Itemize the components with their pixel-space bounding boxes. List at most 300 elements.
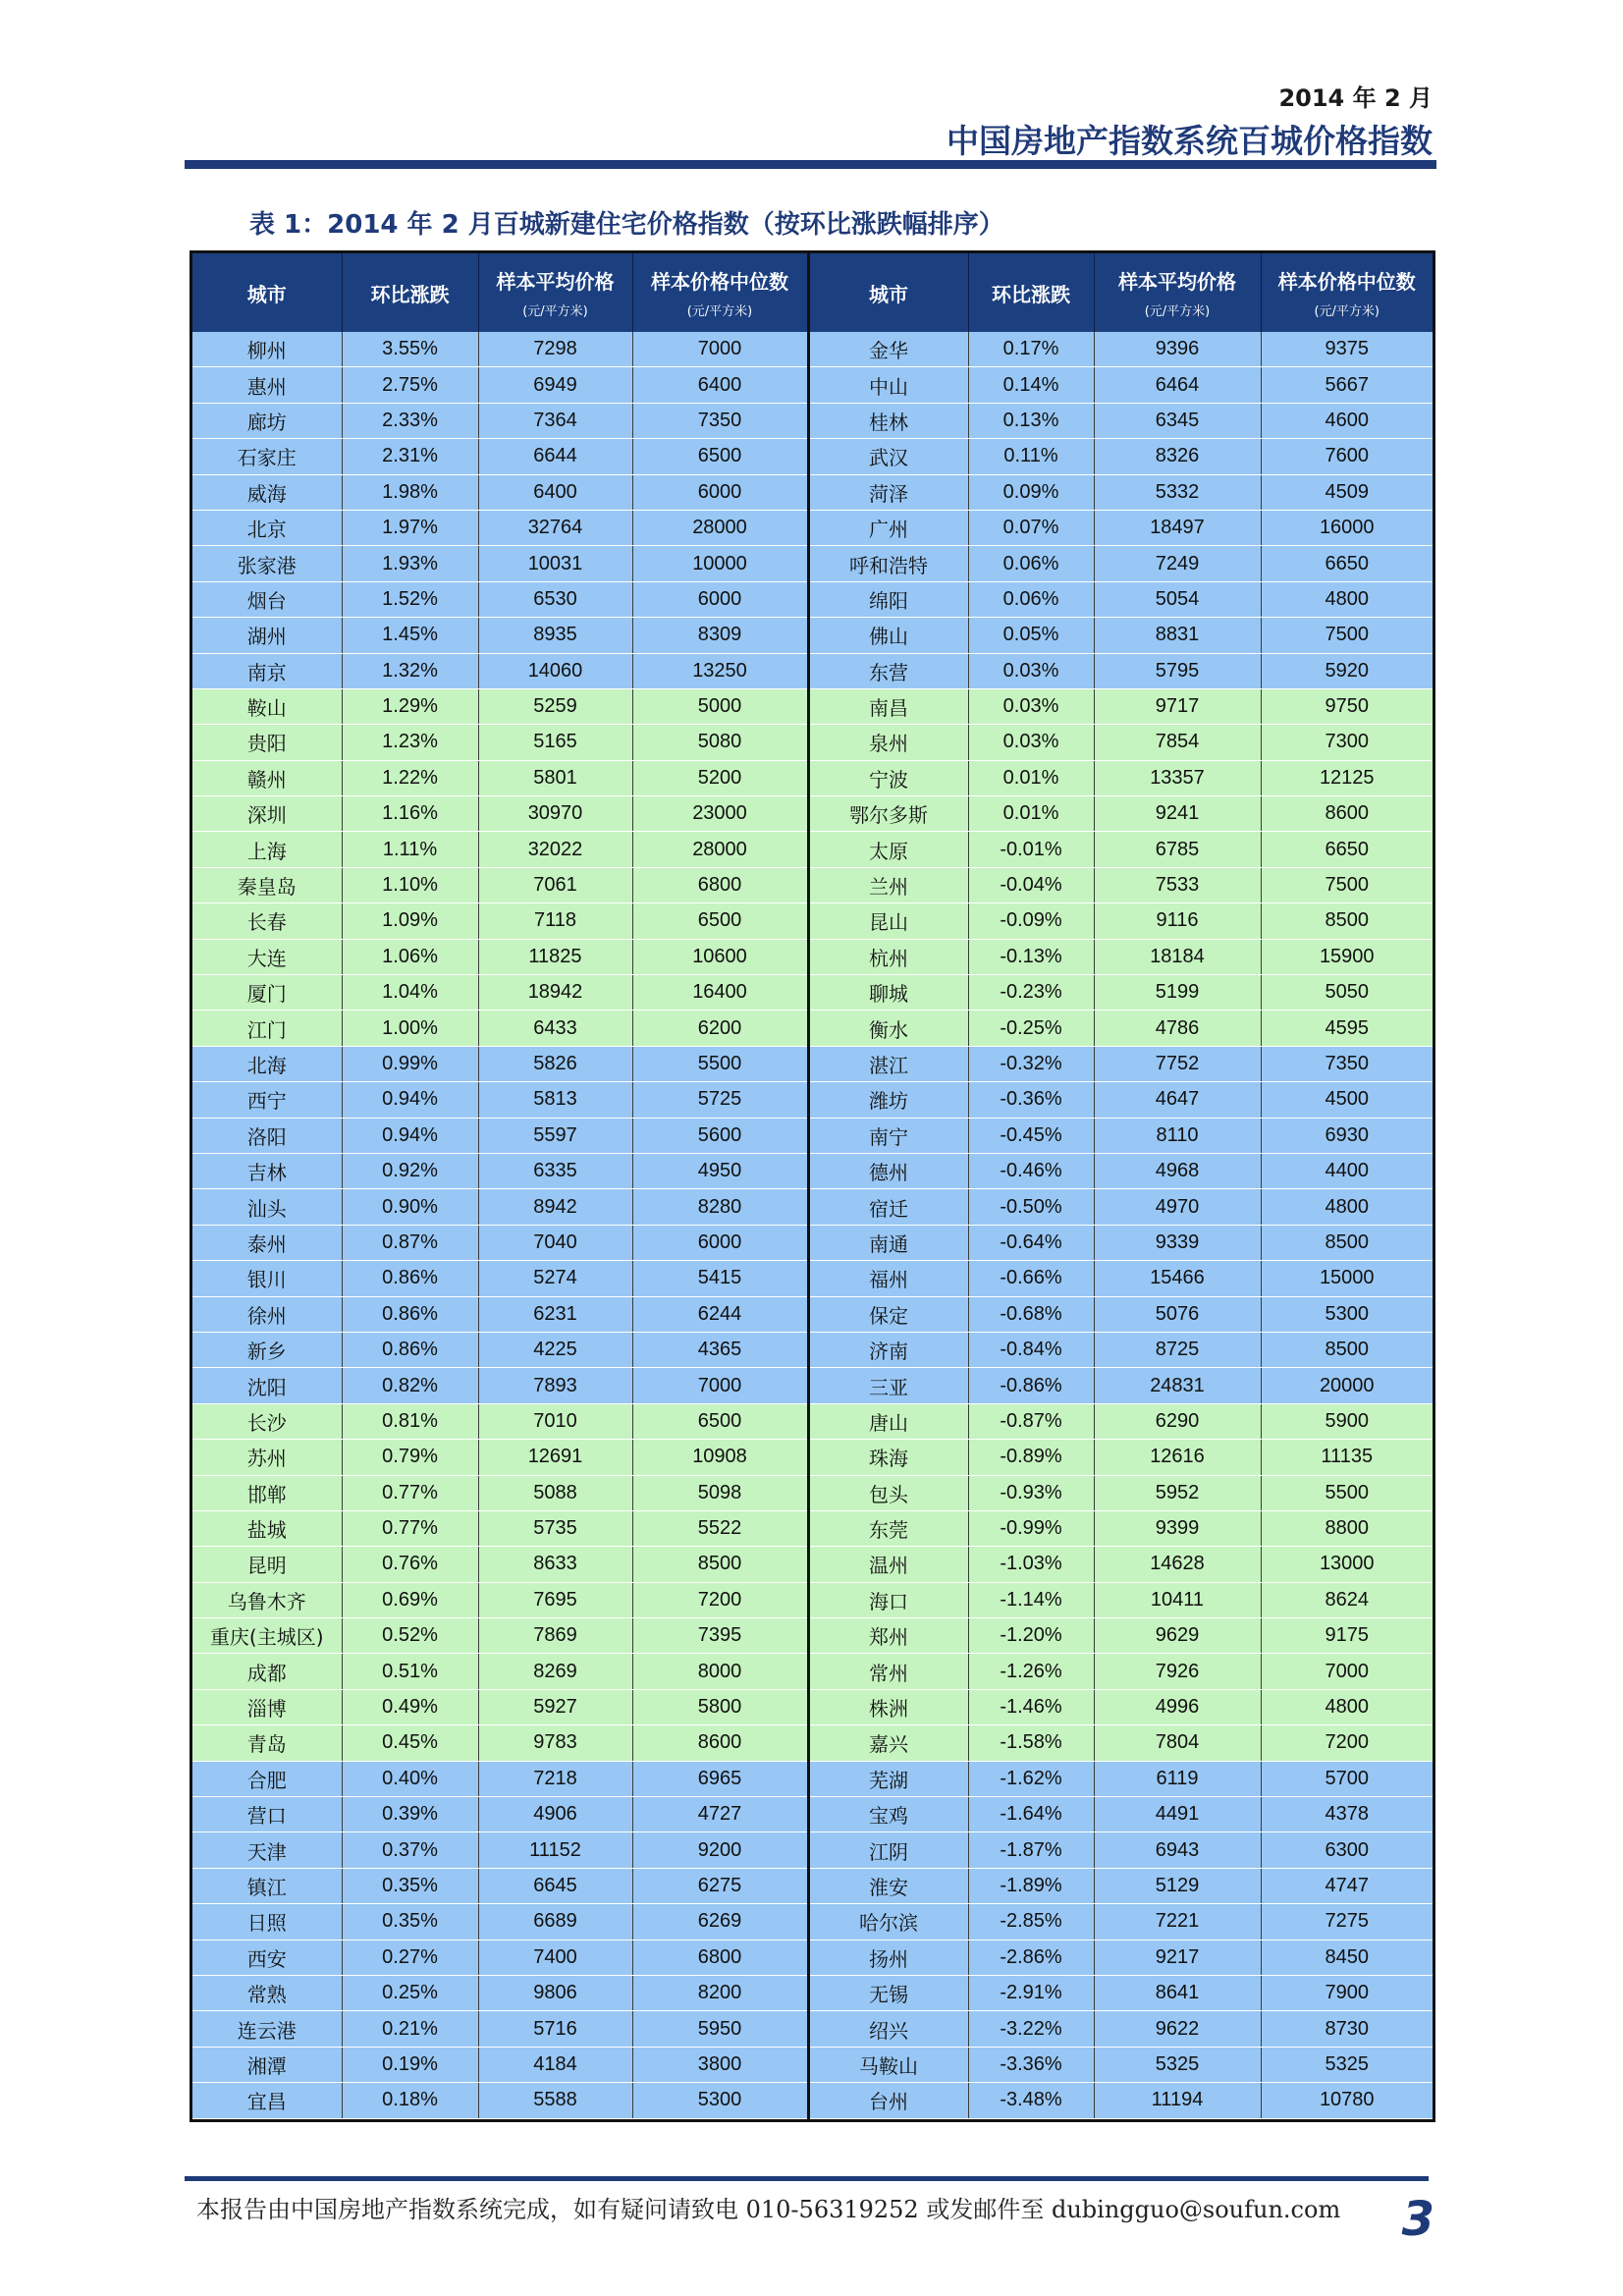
right-median-price-cell: 4595 bbox=[1261, 1011, 1433, 1046]
left-city-cell: 沈阳 bbox=[192, 1368, 342, 1403]
right-city-cell: 兰州 bbox=[808, 867, 968, 902]
table-row bbox=[192, 1475, 1433, 1510]
table-row bbox=[192, 1189, 1433, 1225]
right-city-cell: 东莞 bbox=[808, 1510, 968, 1546]
right-city-cell: 泉州 bbox=[808, 725, 968, 760]
table-row bbox=[192, 367, 1433, 403]
left-median-price-cell: 7000 bbox=[632, 332, 808, 367]
left-avg-price-cell: 6530 bbox=[478, 581, 632, 617]
right-city-cell: 武汉 bbox=[808, 439, 968, 474]
left-avg-price-cell: 4225 bbox=[478, 1332, 632, 1367]
table-header-row bbox=[192, 253, 1433, 332]
left-avg-price-cell: 6689 bbox=[478, 1904, 632, 1940]
left-avg-price-cell: 6645 bbox=[478, 1868, 632, 1903]
right-city-cell: 桂林 bbox=[808, 403, 968, 438]
left-avg-price-cell: 5801 bbox=[478, 760, 632, 795]
left-city-cell: 昆明 bbox=[192, 1547, 342, 1582]
right-city-cell: 济南 bbox=[808, 1332, 968, 1367]
right-city-cell: 德州 bbox=[808, 1153, 968, 1188]
right-city-cell: 金华 bbox=[808, 332, 968, 367]
left-avg-price-cell: 5165 bbox=[478, 725, 632, 760]
right-avg-price-cell: 9116 bbox=[1094, 903, 1261, 939]
left-avg-price-cell: 7364 bbox=[478, 403, 632, 438]
left-city-cell: 重庆(主城区) bbox=[192, 1618, 342, 1654]
left-city-cell: 长沙 bbox=[192, 1403, 342, 1439]
left-median-price-cell: 6000 bbox=[632, 581, 808, 617]
right-city-cell: 菏泽 bbox=[808, 474, 968, 510]
right-city-cell: 常州 bbox=[808, 1654, 968, 1689]
right-median-price-cell: 4378 bbox=[1261, 1797, 1433, 1832]
header-median-price: 样本价格中位数 (元/平方米) bbox=[632, 253, 808, 332]
left-city-cell: 泰州 bbox=[192, 1225, 342, 1260]
left-change-cell: 1.16% bbox=[342, 796, 478, 832]
left-avg-price-cell: 6433 bbox=[478, 1011, 632, 1046]
right-city-cell: 芜湖 bbox=[808, 1761, 968, 1796]
right-change-cell: -1.62% bbox=[968, 1761, 1094, 1796]
right-change-cell: 0.03% bbox=[968, 725, 1094, 760]
right-median-price-cell: 7900 bbox=[1261, 1975, 1433, 2010]
left-city-cell: 盐城 bbox=[192, 1510, 342, 1546]
left-median-price-cell: 5800 bbox=[632, 1689, 808, 1724]
right-median-price-cell: 7200 bbox=[1261, 1725, 1433, 1761]
left-median-price-cell: 3800 bbox=[632, 2047, 808, 2082]
right-median-price-cell: 8800 bbox=[1261, 1510, 1433, 1546]
right-median-price-cell: 4509 bbox=[1261, 474, 1433, 510]
table-row bbox=[192, 1797, 1433, 1832]
left-median-price-cell: 4950 bbox=[632, 1153, 808, 1188]
right-city-cell: 中山 bbox=[808, 367, 968, 403]
left-median-price-cell: 7000 bbox=[632, 1368, 808, 1403]
table-row bbox=[192, 1940, 1433, 1975]
right-change-cell: -0.64% bbox=[968, 1225, 1094, 1260]
left-city-cell: 连云港 bbox=[192, 2011, 342, 2047]
table-row bbox=[192, 1118, 1433, 1153]
left-change-cell: 0.87% bbox=[342, 1225, 478, 1260]
left-change-cell: 0.99% bbox=[342, 1046, 478, 1081]
right-city-cell: 淮安 bbox=[808, 1868, 968, 1903]
right-change-cell: 0.11% bbox=[968, 439, 1094, 474]
table-row bbox=[192, 1510, 1433, 1546]
left-avg-price-cell: 11152 bbox=[478, 1832, 632, 1868]
left-median-price-cell: 5000 bbox=[632, 688, 808, 724]
table-title: 表 1：2014 年 2 月百城新建住宅价格指数（按环比涨跌幅排序） bbox=[249, 210, 1004, 240]
left-city-cell: 南京 bbox=[192, 653, 342, 688]
right-change-cell: -1.64% bbox=[968, 1797, 1094, 1832]
right-avg-price-cell: 10411 bbox=[1094, 1582, 1261, 1617]
right-change-cell: 0.05% bbox=[968, 618, 1094, 653]
left-median-price-cell: 8000 bbox=[632, 1654, 808, 1689]
right-city-cell: 株洲 bbox=[808, 1689, 968, 1724]
right-city-cell: 南宁 bbox=[808, 1118, 968, 1153]
table-row bbox=[192, 1440, 1433, 1475]
right-change-cell: -0.23% bbox=[968, 975, 1094, 1011]
left-median-price-cell: 7200 bbox=[632, 1582, 808, 1617]
left-avg-price-cell: 5826 bbox=[478, 1046, 632, 1081]
right-city-cell: 扬州 bbox=[808, 1940, 968, 1975]
left-change-cell: 0.27% bbox=[342, 1940, 478, 1975]
left-median-price-cell: 8200 bbox=[632, 1975, 808, 2010]
right-avg-price-cell: 6290 bbox=[1094, 1403, 1261, 1439]
left-avg-price-cell: 9783 bbox=[478, 1725, 632, 1761]
right-change-cell: 0.03% bbox=[968, 653, 1094, 688]
left-change-cell: 1.09% bbox=[342, 903, 478, 939]
left-city-cell: 苏州 bbox=[192, 1440, 342, 1475]
header-change: 环比涨跌 bbox=[342, 253, 478, 332]
right-city-cell: 温州 bbox=[808, 1547, 968, 1582]
right-city-cell: 马鞍山 bbox=[808, 2047, 968, 2082]
right-city-cell: 宁波 bbox=[808, 760, 968, 795]
right-change-cell: -3.48% bbox=[968, 2083, 1094, 2118]
right-change-cell: -1.89% bbox=[968, 1868, 1094, 1903]
right-median-price-cell: 8450 bbox=[1261, 1940, 1433, 1975]
left-change-cell: 3.55% bbox=[342, 332, 478, 367]
left-city-cell: 吉林 bbox=[192, 1153, 342, 1188]
left-avg-price-cell: 8633 bbox=[478, 1547, 632, 1582]
left-median-price-cell: 5500 bbox=[632, 1046, 808, 1081]
table-row bbox=[192, 546, 1433, 581]
left-median-price-cell: 5098 bbox=[632, 1475, 808, 1510]
right-median-price-cell: 15000 bbox=[1261, 1261, 1433, 1296]
right-avg-price-cell: 6943 bbox=[1094, 1832, 1261, 1868]
right-avg-price-cell: 8326 bbox=[1094, 439, 1261, 474]
left-change-cell: 1.45% bbox=[342, 618, 478, 653]
left-median-price-cell: 7350 bbox=[632, 403, 808, 438]
right-median-price-cell: 16000 bbox=[1261, 510, 1433, 545]
left-city-cell: 成都 bbox=[192, 1654, 342, 1689]
right-median-price-cell: 6650 bbox=[1261, 546, 1433, 581]
left-avg-price-cell: 5716 bbox=[478, 2011, 632, 2047]
table-row bbox=[192, 867, 1433, 902]
right-change-cell: -0.68% bbox=[968, 1296, 1094, 1332]
header-median-price: 样本价格中位数 (元/平方米) bbox=[1261, 253, 1433, 332]
header-city: 城市 bbox=[808, 253, 968, 332]
right-change-cell: -2.91% bbox=[968, 1975, 1094, 2010]
right-median-price-cell: 8500 bbox=[1261, 903, 1433, 939]
right-avg-price-cell: 9399 bbox=[1094, 1510, 1261, 1546]
left-avg-price-cell: 11825 bbox=[478, 939, 632, 974]
left-median-price-cell: 6200 bbox=[632, 1011, 808, 1046]
left-median-price-cell: 5725 bbox=[632, 1082, 808, 1118]
left-change-cell: 1.93% bbox=[342, 546, 478, 581]
table-row bbox=[192, 474, 1433, 510]
table-row bbox=[192, 1153, 1433, 1188]
left-avg-price-cell: 7061 bbox=[478, 867, 632, 902]
left-change-cell: 1.00% bbox=[342, 1011, 478, 1046]
right-city-cell: 台州 bbox=[808, 2083, 968, 2118]
left-avg-price-cell: 5274 bbox=[478, 1261, 632, 1296]
left-change-cell: 1.10% bbox=[342, 867, 478, 902]
right-median-price-cell: 9375 bbox=[1261, 332, 1433, 367]
right-change-cell: -0.66% bbox=[968, 1261, 1094, 1296]
right-avg-price-cell: 8641 bbox=[1094, 1975, 1261, 2010]
right-median-price-cell: 8730 bbox=[1261, 2011, 1433, 2047]
left-median-price-cell: 6500 bbox=[632, 1403, 808, 1439]
left-change-cell: 1.22% bbox=[342, 760, 478, 795]
left-avg-price-cell: 7010 bbox=[478, 1403, 632, 1439]
left-change-cell: 0.69% bbox=[342, 1582, 478, 1617]
right-avg-price-cell: 11194 bbox=[1094, 2083, 1261, 2118]
left-avg-price-cell: 14060 bbox=[478, 653, 632, 688]
right-avg-price-cell: 14628 bbox=[1094, 1547, 1261, 1582]
table-row bbox=[192, 1547, 1433, 1582]
right-median-price-cell: 9750 bbox=[1261, 688, 1433, 724]
right-change-cell: 0.14% bbox=[968, 367, 1094, 403]
right-change-cell: -1.20% bbox=[968, 1618, 1094, 1654]
table-row bbox=[192, 796, 1433, 832]
right-avg-price-cell: 6345 bbox=[1094, 403, 1261, 438]
right-change-cell: -1.58% bbox=[968, 1725, 1094, 1761]
right-avg-price-cell: 4786 bbox=[1094, 1011, 1261, 1046]
left-city-cell: 厦门 bbox=[192, 975, 342, 1011]
left-change-cell: 0.21% bbox=[342, 2011, 478, 2047]
right-median-price-cell: 6930 bbox=[1261, 1118, 1433, 1153]
left-change-cell: 1.97% bbox=[342, 510, 478, 545]
table-row bbox=[192, 510, 1433, 545]
left-change-cell: 0.35% bbox=[342, 1904, 478, 1940]
left-median-price-cell: 9200 bbox=[632, 1832, 808, 1868]
table-row bbox=[192, 1904, 1433, 1940]
right-avg-price-cell: 9396 bbox=[1094, 332, 1261, 367]
left-median-price-cell: 28000 bbox=[632, 510, 808, 545]
left-change-cell: 1.29% bbox=[342, 688, 478, 724]
left-median-price-cell: 5950 bbox=[632, 2011, 808, 2047]
right-avg-price-cell: 6785 bbox=[1094, 832, 1261, 867]
right-avg-price-cell: 5076 bbox=[1094, 1296, 1261, 1332]
right-city-cell: 江阴 bbox=[808, 1832, 968, 1868]
left-city-cell: 合肥 bbox=[192, 1761, 342, 1796]
left-change-cell: 0.52% bbox=[342, 1618, 478, 1654]
left-median-price-cell: 6965 bbox=[632, 1761, 808, 1796]
right-avg-price-cell: 4968 bbox=[1094, 1153, 1261, 1188]
left-change-cell: 0.90% bbox=[342, 1189, 478, 1225]
right-change-cell: -2.85% bbox=[968, 1904, 1094, 1940]
left-median-price-cell: 6269 bbox=[632, 1904, 808, 1940]
left-median-price-cell: 10600 bbox=[632, 939, 808, 974]
left-median-price-cell: 4365 bbox=[632, 1332, 808, 1367]
right-median-price-cell: 15900 bbox=[1261, 939, 1433, 974]
left-city-cell: 威海 bbox=[192, 474, 342, 510]
left-city-cell: 北京 bbox=[192, 510, 342, 545]
right-city-cell: 广州 bbox=[808, 510, 968, 545]
left-city-cell: 常熟 bbox=[192, 1975, 342, 2010]
left-avg-price-cell: 32022 bbox=[478, 832, 632, 867]
right-median-price-cell: 5700 bbox=[1261, 1761, 1433, 1796]
left-change-cell: 0.86% bbox=[342, 1261, 478, 1296]
left-change-cell: 0.49% bbox=[342, 1689, 478, 1724]
right-city-cell: 东营 bbox=[808, 653, 968, 688]
left-city-cell: 秦皇岛 bbox=[192, 867, 342, 902]
right-avg-price-cell: 8831 bbox=[1094, 618, 1261, 653]
left-change-cell: 1.32% bbox=[342, 653, 478, 688]
left-change-cell: 0.86% bbox=[342, 1332, 478, 1367]
right-median-price-cell: 4800 bbox=[1261, 581, 1433, 617]
right-change-cell: -0.99% bbox=[968, 1510, 1094, 1546]
left-city-cell: 湖州 bbox=[192, 618, 342, 653]
right-avg-price-cell: 7249 bbox=[1094, 546, 1261, 581]
right-city-cell: 保定 bbox=[808, 1296, 968, 1332]
header-avg-price: 样本平均价格 (元/平方米) bbox=[1094, 253, 1261, 332]
table-row bbox=[192, 688, 1433, 724]
right-city-cell: 聊城 bbox=[808, 975, 968, 1011]
right-change-cell: -1.87% bbox=[968, 1832, 1094, 1868]
right-median-price-cell: 7350 bbox=[1261, 1046, 1433, 1081]
left-median-price-cell: 6244 bbox=[632, 1296, 808, 1332]
right-city-cell: 唐山 bbox=[808, 1403, 968, 1439]
right-avg-price-cell: 24831 bbox=[1094, 1368, 1261, 1403]
left-city-cell: 湘潭 bbox=[192, 2047, 342, 2082]
left-change-cell: 0.18% bbox=[342, 2083, 478, 2118]
table-row bbox=[192, 618, 1433, 653]
left-city-cell: 邯郸 bbox=[192, 1475, 342, 1510]
table-row bbox=[192, 1082, 1433, 1118]
right-change-cell: 0.07% bbox=[968, 510, 1094, 545]
left-change-cell: 1.98% bbox=[342, 474, 478, 510]
right-median-price-cell: 5920 bbox=[1261, 653, 1433, 688]
right-median-price-cell: 5667 bbox=[1261, 367, 1433, 403]
left-change-cell: 0.40% bbox=[342, 1761, 478, 1796]
left-median-price-cell: 6400 bbox=[632, 367, 808, 403]
table-row bbox=[192, 1725, 1433, 1761]
left-change-cell: 0.77% bbox=[342, 1510, 478, 1546]
left-change-cell: 0.77% bbox=[342, 1475, 478, 1510]
left-avg-price-cell: 7695 bbox=[478, 1582, 632, 1617]
left-avg-price-cell: 8269 bbox=[478, 1654, 632, 1689]
right-city-cell: 佛山 bbox=[808, 618, 968, 653]
left-avg-price-cell: 5588 bbox=[478, 2083, 632, 2118]
left-median-price-cell: 6000 bbox=[632, 474, 808, 510]
table-row bbox=[192, 832, 1433, 867]
left-city-cell: 镇江 bbox=[192, 1868, 342, 1903]
right-avg-price-cell: 5199 bbox=[1094, 975, 1261, 1011]
right-avg-price-cell: 4491 bbox=[1094, 1797, 1261, 1832]
left-city-cell: 乌鲁木齐 bbox=[192, 1582, 342, 1617]
left-median-price-cell: 10000 bbox=[632, 546, 808, 581]
right-median-price-cell: 10780 bbox=[1261, 2083, 1433, 2118]
right-change-cell: -1.26% bbox=[968, 1654, 1094, 1689]
header-city: 城市 bbox=[192, 253, 342, 332]
left-change-cell: 2.75% bbox=[342, 367, 478, 403]
left-median-price-cell: 28000 bbox=[632, 832, 808, 867]
right-city-cell: 绵阳 bbox=[808, 581, 968, 617]
right-city-cell: 包头 bbox=[808, 1475, 968, 1510]
table-row bbox=[192, 1618, 1433, 1654]
right-avg-price-cell: 12616 bbox=[1094, 1440, 1261, 1475]
right-change-cell: -0.86% bbox=[968, 1368, 1094, 1403]
left-change-cell: 0.37% bbox=[342, 1832, 478, 1868]
right-avg-price-cell: 9629 bbox=[1094, 1618, 1261, 1654]
left-avg-price-cell: 30970 bbox=[478, 796, 632, 832]
right-change-cell: -0.93% bbox=[968, 1475, 1094, 1510]
right-avg-price-cell: 9217 bbox=[1094, 1940, 1261, 1975]
left-city-cell: 青岛 bbox=[192, 1725, 342, 1761]
right-change-cell: -2.86% bbox=[968, 1940, 1094, 1975]
right-median-price-cell: 13000 bbox=[1261, 1547, 1433, 1582]
table-row bbox=[192, 975, 1433, 1011]
table-row bbox=[192, 1368, 1433, 1403]
table-row bbox=[192, 1761, 1433, 1796]
table-row bbox=[192, 1261, 1433, 1296]
table-row bbox=[192, 403, 1433, 438]
right-city-cell: 宿迁 bbox=[808, 1189, 968, 1225]
left-median-price-cell: 6500 bbox=[632, 439, 808, 474]
right-avg-price-cell: 9339 bbox=[1094, 1225, 1261, 1260]
right-avg-price-cell: 9622 bbox=[1094, 2011, 1261, 2047]
report-date: 2014 年 2 月 bbox=[1278, 84, 1433, 112]
table-row bbox=[192, 760, 1433, 795]
table-row bbox=[192, 653, 1433, 688]
table-row bbox=[192, 1296, 1433, 1332]
left-change-cell: 0.79% bbox=[342, 1440, 478, 1475]
left-avg-price-cell: 9806 bbox=[478, 1975, 632, 2010]
left-median-price-cell: 5600 bbox=[632, 1118, 808, 1153]
right-change-cell: -0.04% bbox=[968, 867, 1094, 902]
right-avg-price-cell: 6119 bbox=[1094, 1761, 1261, 1796]
left-change-cell: 0.81% bbox=[342, 1403, 478, 1439]
right-median-price-cell: 4400 bbox=[1261, 1153, 1433, 1188]
left-city-cell: 银川 bbox=[192, 1261, 342, 1296]
left-change-cell: 0.82% bbox=[342, 1368, 478, 1403]
right-city-cell: 宝鸡 bbox=[808, 1797, 968, 1832]
right-avg-price-cell: 18497 bbox=[1094, 510, 1261, 545]
left-city-cell: 石家庄 bbox=[192, 439, 342, 474]
table-row bbox=[192, 1332, 1433, 1367]
footer-contact: 本报告由中国房地产指数系统完成，如有疑问请致电 010-56319252 或发邮件至 dubingguo@soufun.com bbox=[196, 2196, 1341, 2223]
left-avg-price-cell: 6644 bbox=[478, 439, 632, 474]
table-row bbox=[192, 1403, 1433, 1439]
left-change-cell: 0.35% bbox=[342, 1868, 478, 1903]
left-median-price-cell: 8500 bbox=[632, 1547, 808, 1582]
left-avg-price-cell: 7400 bbox=[478, 1940, 632, 1975]
right-avg-price-cell: 7804 bbox=[1094, 1725, 1261, 1761]
left-change-cell: 0.25% bbox=[342, 1975, 478, 2010]
left-city-cell: 惠州 bbox=[192, 367, 342, 403]
right-avg-price-cell: 5952 bbox=[1094, 1475, 1261, 1510]
left-avg-price-cell: 7040 bbox=[478, 1225, 632, 1260]
right-median-price-cell: 8600 bbox=[1261, 796, 1433, 832]
left-city-cell: 深圳 bbox=[192, 796, 342, 832]
table-row bbox=[192, 939, 1433, 974]
left-avg-price-cell: 6949 bbox=[478, 367, 632, 403]
right-median-price-cell: 6300 bbox=[1261, 1832, 1433, 1868]
left-avg-price-cell: 10031 bbox=[478, 546, 632, 581]
right-median-price-cell: 5050 bbox=[1261, 975, 1433, 1011]
right-median-price-cell: 5500 bbox=[1261, 1475, 1433, 1510]
right-city-cell: 福州 bbox=[808, 1261, 968, 1296]
right-median-price-cell: 5900 bbox=[1261, 1403, 1433, 1439]
right-city-cell: 昆山 bbox=[808, 903, 968, 939]
right-change-cell: -0.50% bbox=[968, 1189, 1094, 1225]
left-city-cell: 徐州 bbox=[192, 1296, 342, 1332]
left-median-price-cell: 13250 bbox=[632, 653, 808, 688]
right-median-price-cell: 4800 bbox=[1261, 1689, 1433, 1724]
left-median-price-cell: 4727 bbox=[632, 1797, 808, 1832]
right-change-cell: 0.09% bbox=[968, 474, 1094, 510]
right-change-cell: -1.14% bbox=[968, 1582, 1094, 1617]
right-avg-price-cell: 5129 bbox=[1094, 1868, 1261, 1903]
price-index-table bbox=[189, 250, 1435, 2122]
left-city-cell: 西宁 bbox=[192, 1082, 342, 1118]
right-avg-price-cell: 5332 bbox=[1094, 474, 1261, 510]
left-median-price-cell: 5522 bbox=[632, 1510, 808, 1546]
left-city-cell: 宜昌 bbox=[192, 2083, 342, 2118]
left-city-cell: 赣州 bbox=[192, 760, 342, 795]
right-median-price-cell: 7000 bbox=[1261, 1654, 1433, 1689]
left-avg-price-cell: 18942 bbox=[478, 975, 632, 1011]
left-change-cell: 0.76% bbox=[342, 1547, 478, 1582]
left-avg-price-cell: 8935 bbox=[478, 618, 632, 653]
left-city-cell: 鞍山 bbox=[192, 688, 342, 724]
left-change-cell: 2.33% bbox=[342, 403, 478, 438]
